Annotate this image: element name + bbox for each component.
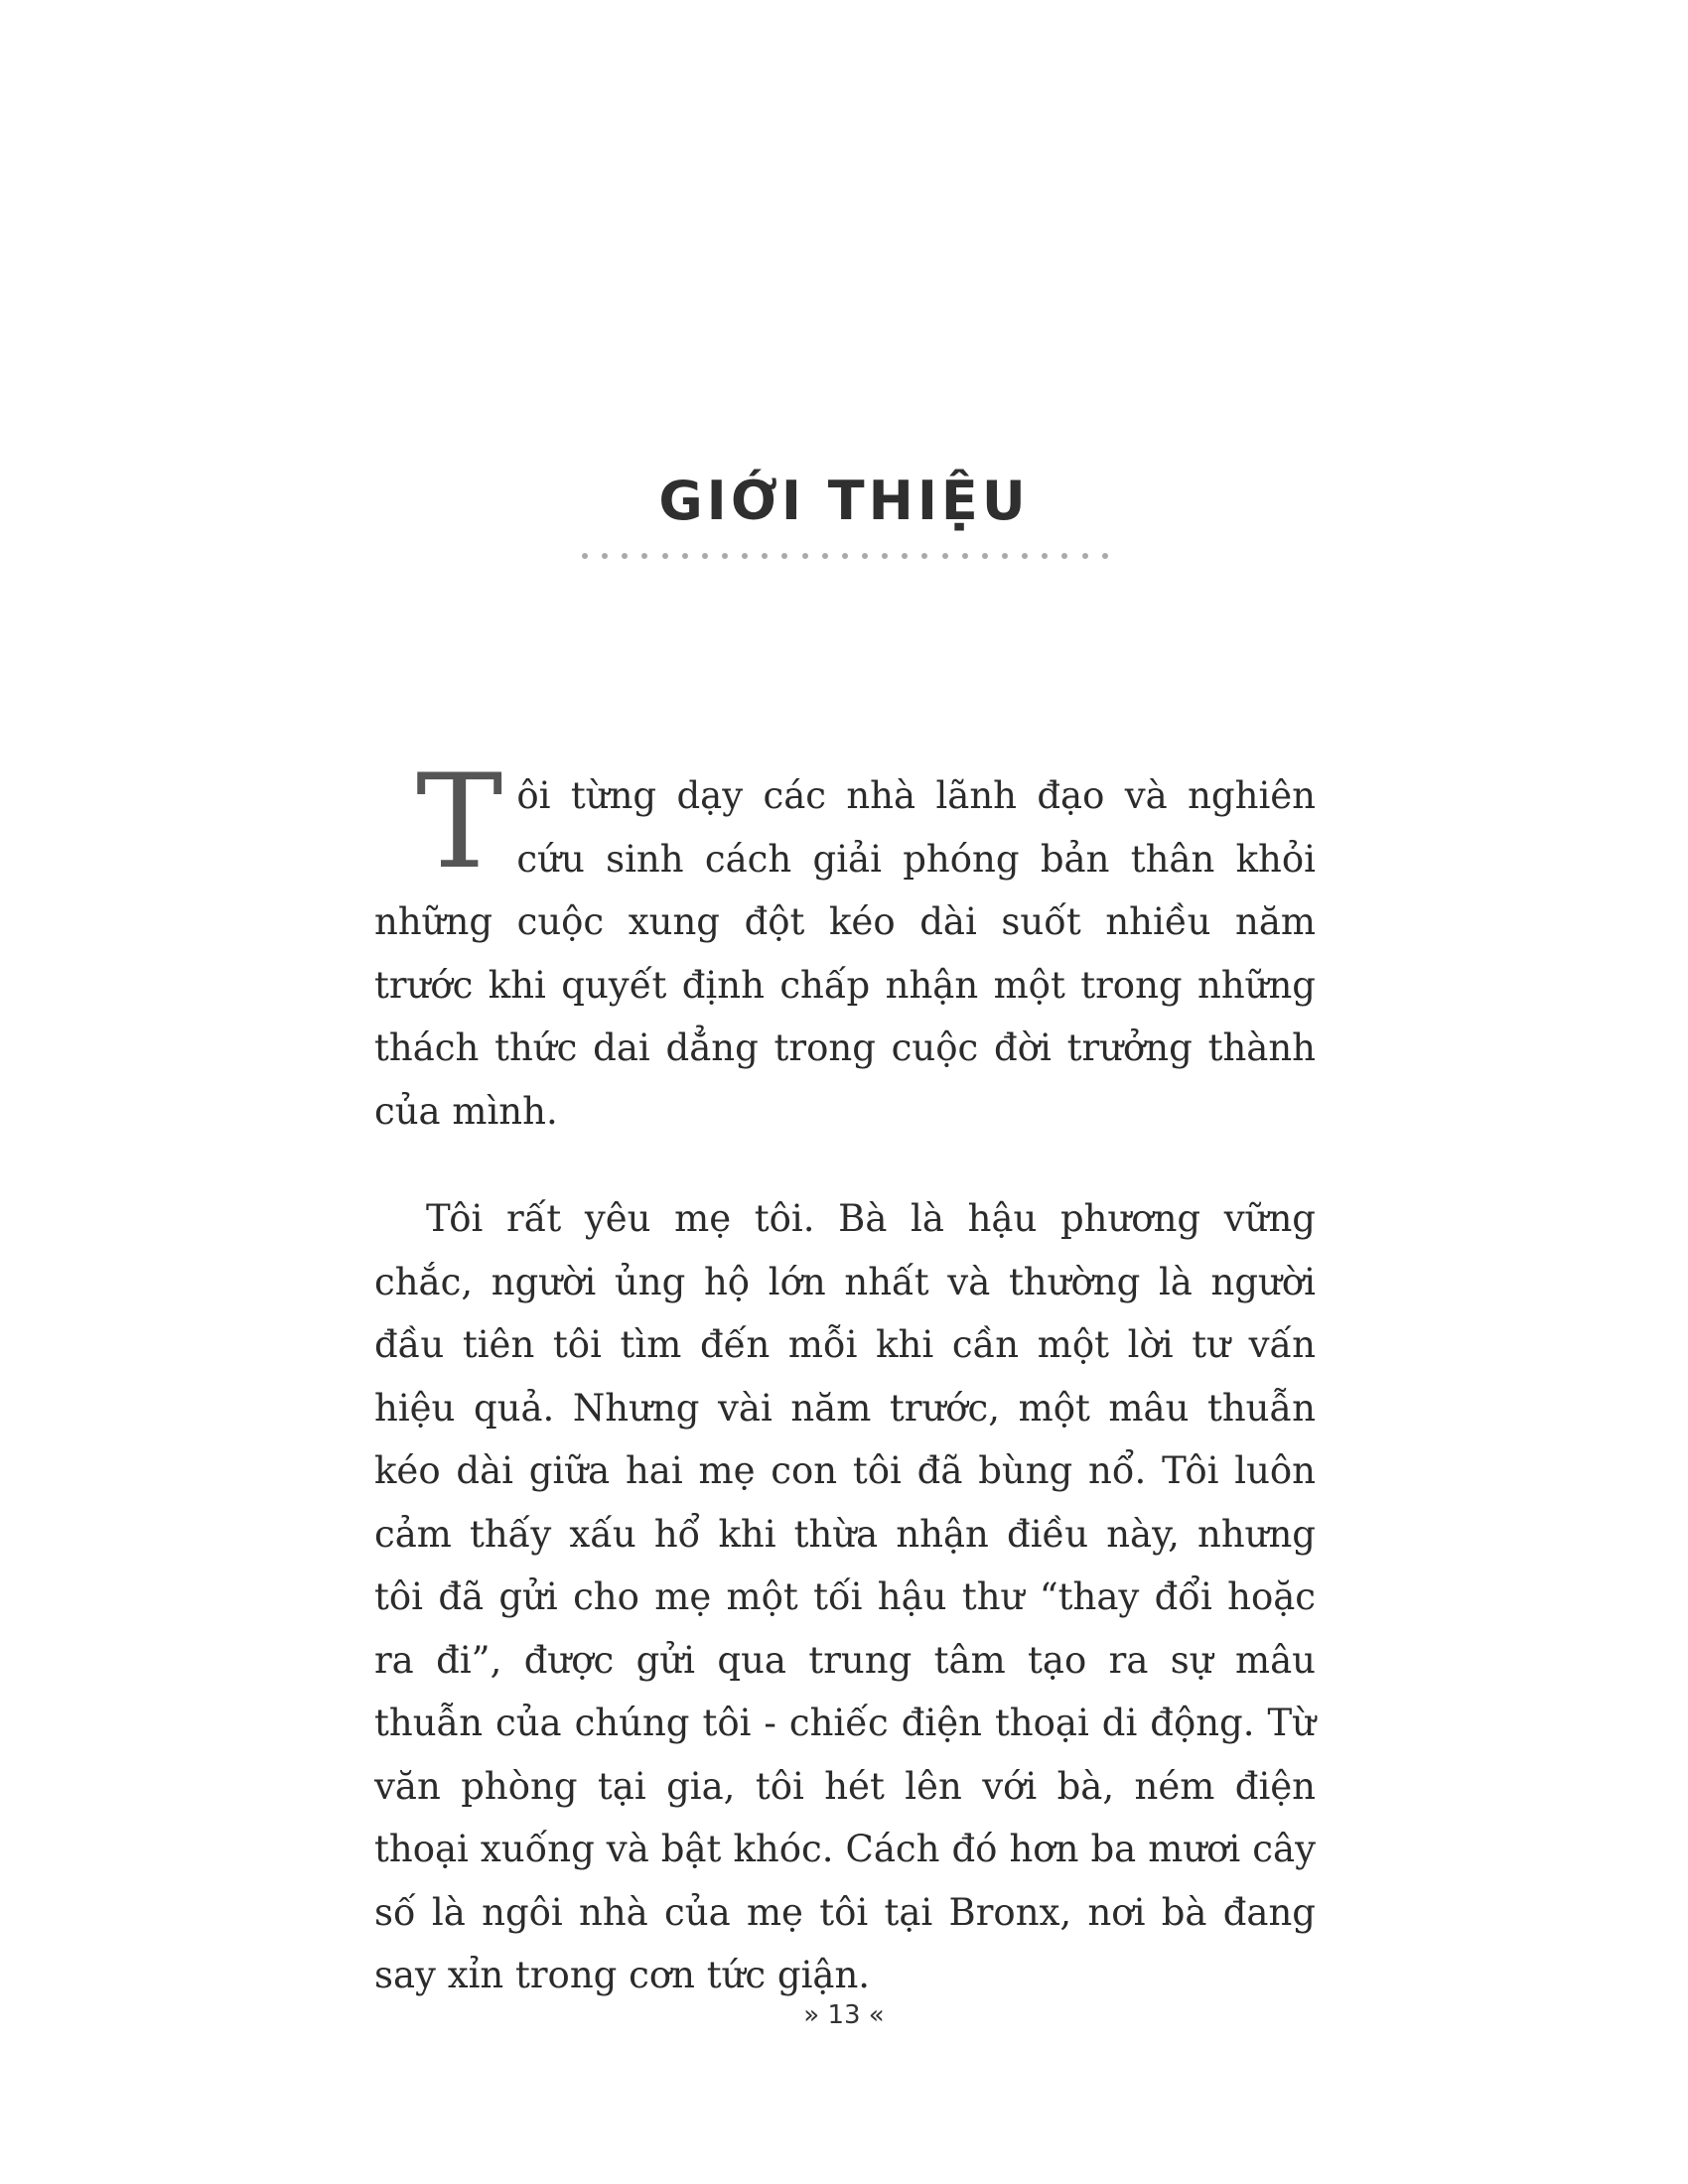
divider-dot xyxy=(641,553,647,559)
divider-dot xyxy=(942,553,948,559)
paragraph-text: ôi từng dạy các nhà lãnh đạo và nghiên cứu sinh cách giải phóng bản thân khỏi những cuộc xung đột kéo dài suốt nhiều năm trước khi quyết định chấp nhận một trong những thách thức dai dẳng trong cuộc đời trưởng thành của mình. xyxy=(374,774,1316,1133)
divider-dot xyxy=(882,553,888,559)
divider-dot xyxy=(802,553,808,559)
divider-dot xyxy=(762,553,768,559)
paragraph-text: Tôi rất yêu mẹ tôi. Bà là hậu phương vững chắc, người ủng hộ lớn nhất và thường là người đầu tiên tôi tìm đến mỗi khi cần một lời tư vấn hiệu quả. Nhưng vài năm trước, một mâu thuẫn kéo dài giữa hai mẹ con tôi đã bùng nổ. Tôi luôn cảm thấy xấu hổ khi thừa nhận điều này, nhưng tôi đã gửi cho mẹ một tối hậu thư “thay đổi hoặc ra đi”, được gửi qua trung tâm tạo ra sự mâu thuẫn của chúng tôi - chiếc điện thoại di động. Từ văn phòng tại gia, tôi hét lên với bà, ném điện thoại xuống và bật khóc. Cách đó hơn ba mươi cây số là ngôi nhà của mẹ tôi tại Bronx, nơi bà đang say xỉn trong cơn tức giận. xyxy=(374,1197,1316,1996)
divider-dot xyxy=(702,553,708,559)
divider-dot xyxy=(1061,553,1067,559)
divider-dot xyxy=(742,553,748,559)
page-number: » 13 « xyxy=(803,2000,885,2030)
divider-dot xyxy=(1002,553,1008,559)
divider-dot xyxy=(1022,553,1028,559)
divider-dot xyxy=(842,553,848,559)
divider-dot xyxy=(822,553,828,559)
drop-cap: T xyxy=(416,746,503,897)
paragraph-intro xyxy=(374,746,1316,1143)
divider-dot xyxy=(602,553,608,559)
paragraph-story xyxy=(374,1187,1316,2007)
divider-dot xyxy=(1042,553,1048,559)
divider-dot xyxy=(781,553,787,559)
dotted-divider xyxy=(582,553,1108,561)
divider-dot xyxy=(722,553,728,559)
divider-dot xyxy=(682,553,688,559)
chapter-title: GIỚI THIỆU xyxy=(658,470,1030,532)
divider-dot xyxy=(982,553,988,559)
divider-dot xyxy=(962,553,968,559)
body-text xyxy=(374,746,1316,2007)
divider-dot xyxy=(662,553,668,559)
divider-dot xyxy=(622,553,628,559)
divider-dot xyxy=(862,553,868,559)
divider-dot xyxy=(1102,553,1108,559)
divider-dot xyxy=(921,553,927,559)
divider-dot xyxy=(582,553,588,559)
divider-dot xyxy=(1082,553,1088,559)
divider-dot xyxy=(902,553,908,559)
